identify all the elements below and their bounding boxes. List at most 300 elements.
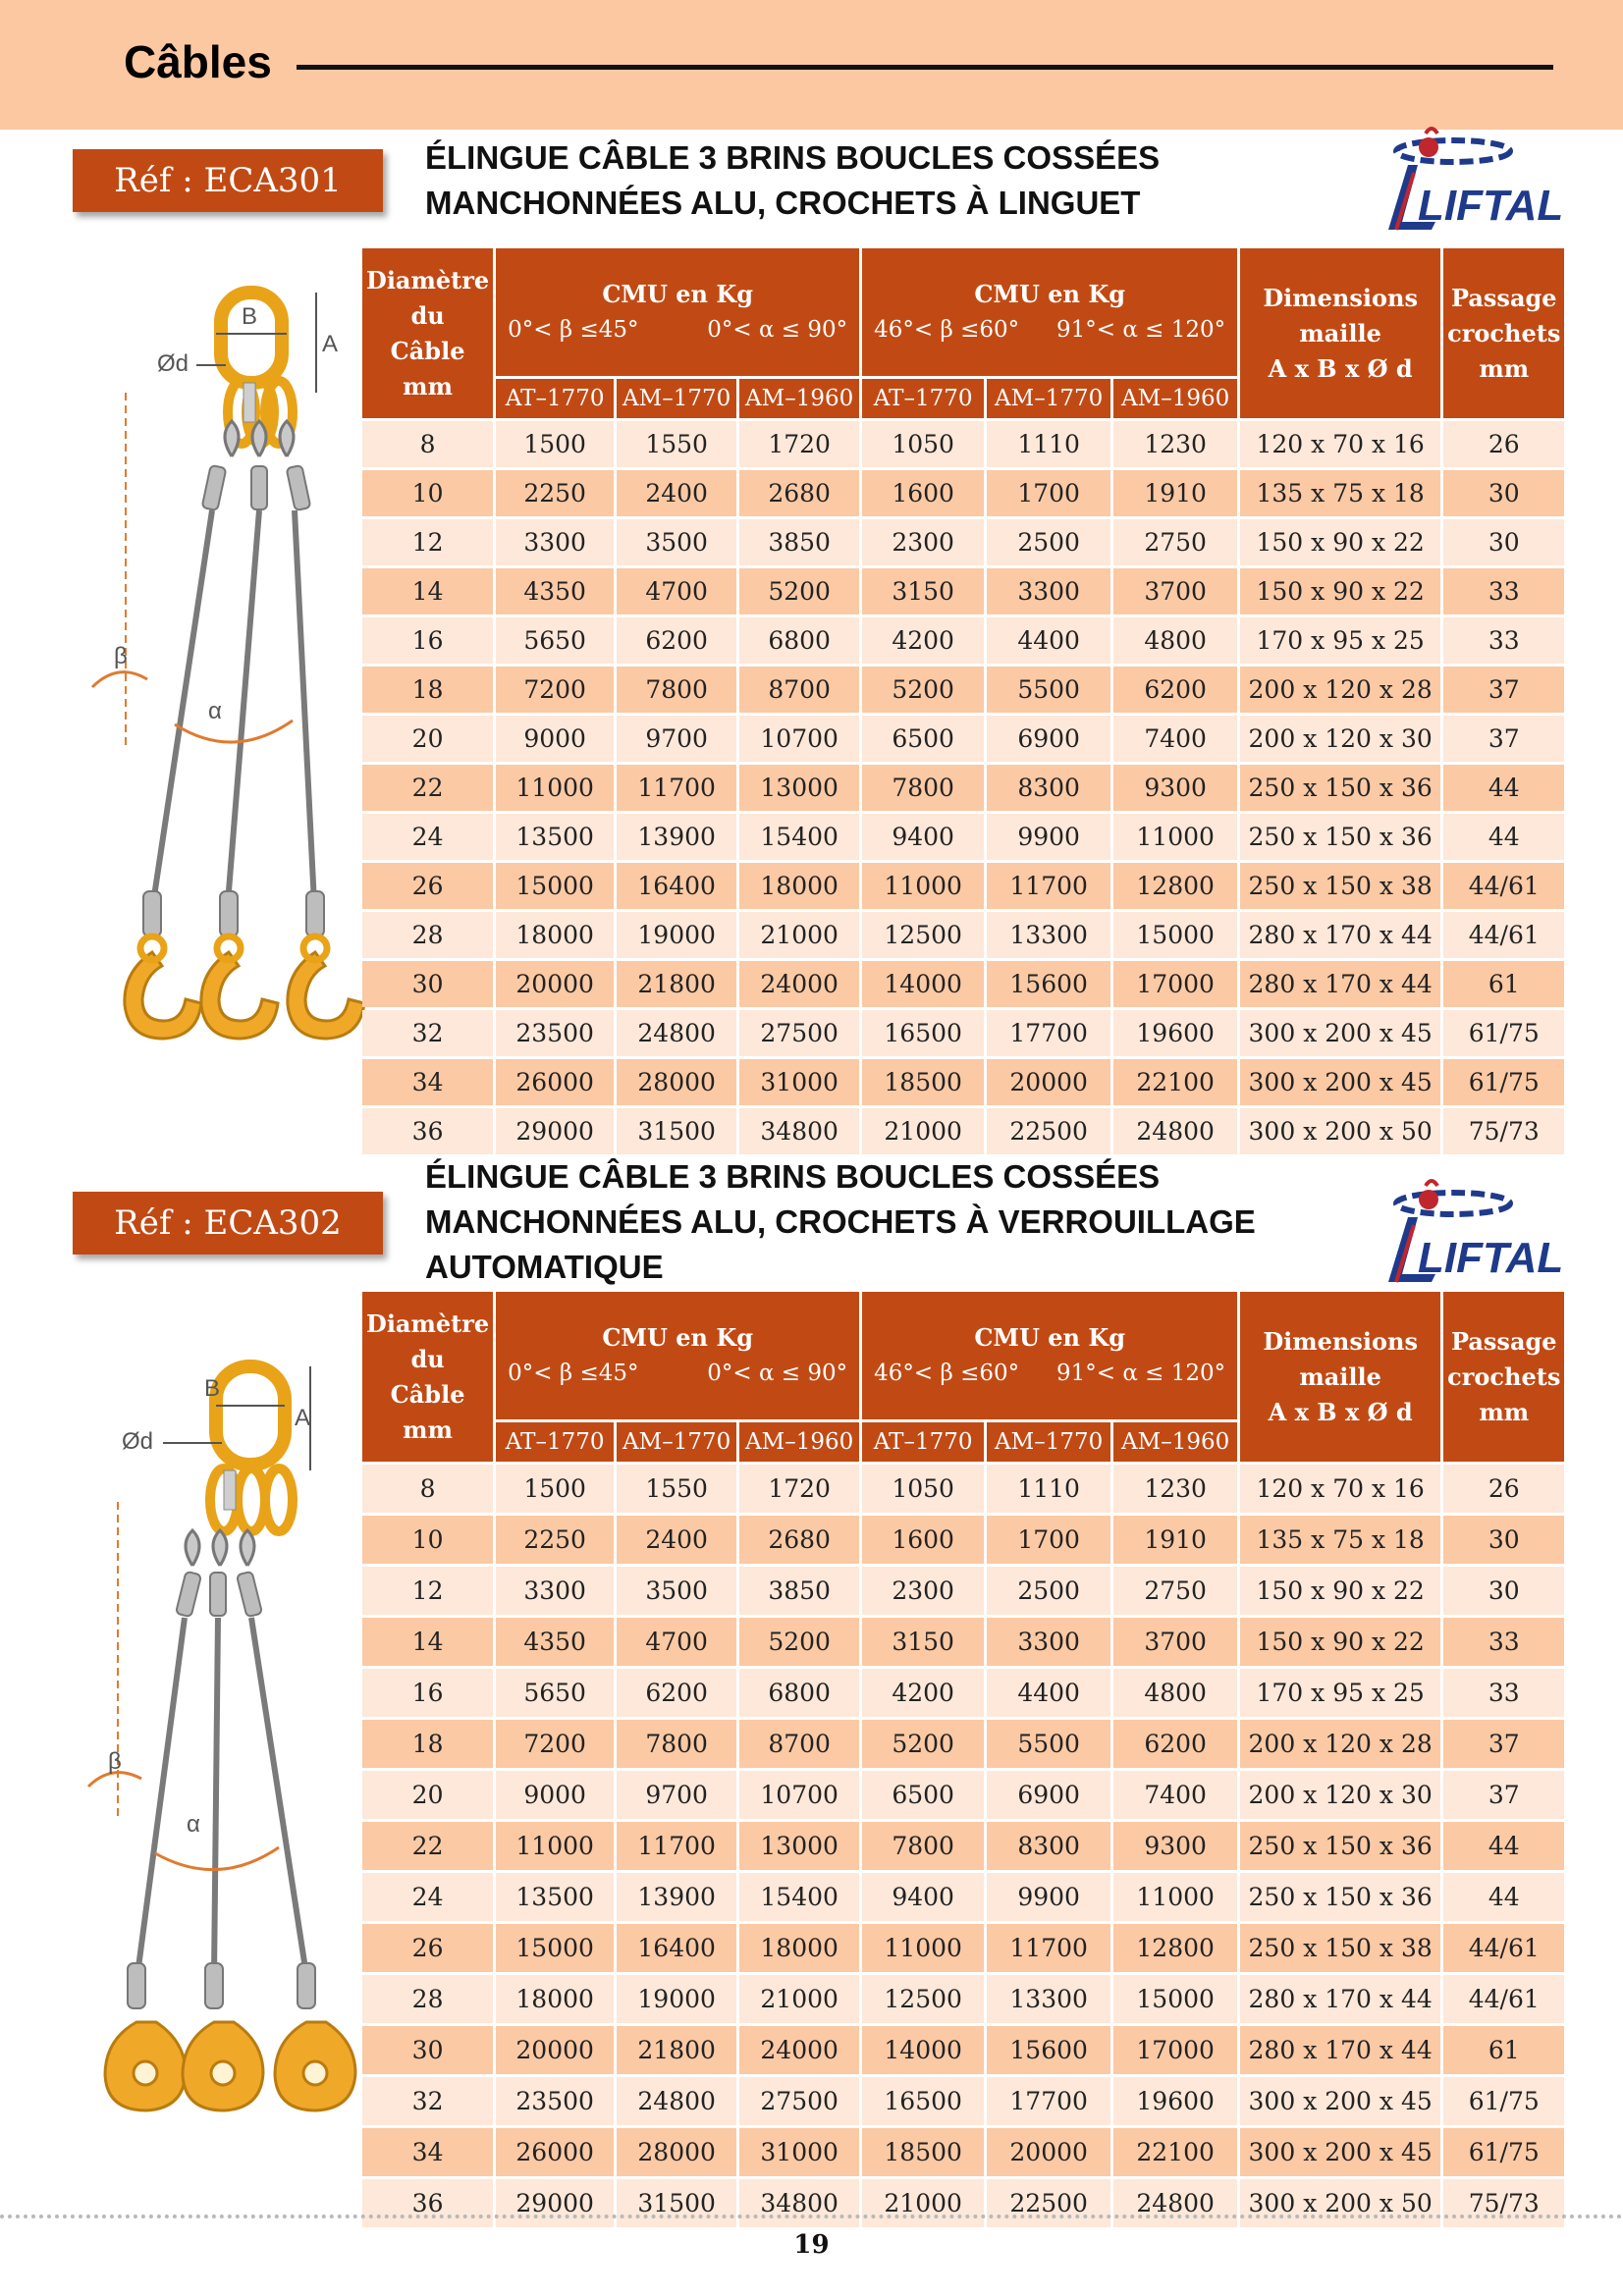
table-cell: 3700 xyxy=(1113,568,1237,614)
table-cell: 24 xyxy=(362,814,493,860)
table-cell: 5500 xyxy=(987,1720,1110,1768)
table-cell: 44 xyxy=(1443,1822,1564,1870)
table-cell: 34800 xyxy=(739,2179,859,2227)
table-row xyxy=(362,617,1564,664)
table-cell: 4400 xyxy=(987,1669,1110,1717)
table-cell: 9900 xyxy=(987,814,1110,860)
table-cell: 27500 xyxy=(739,2077,859,2125)
table-cell: 15600 xyxy=(987,961,1110,1007)
table-cell: 30 xyxy=(1443,470,1564,516)
table-cell: 61/75 xyxy=(1443,2128,1564,2176)
page-number: 19 xyxy=(793,2230,830,2260)
table-cell: 11000 xyxy=(496,1822,614,1870)
table-cell: 44/61 xyxy=(1443,863,1564,909)
table-row xyxy=(362,421,1564,467)
table-cell: 10 xyxy=(362,470,493,516)
table-cell: 9300 xyxy=(1113,1822,1237,1870)
header-text: Câble xyxy=(390,1379,465,1409)
table-cell: 23500 xyxy=(496,2077,614,2125)
range-text: 46°< β ≤60° xyxy=(874,1361,1020,1386)
dim-label-b: B xyxy=(242,303,258,330)
table-cell: 280 x 170 x 44 xyxy=(1240,912,1440,958)
title-line: ÉLINGUE CÂBLE 3 BRINS BOUCLES COSSÉES xyxy=(425,139,1161,176)
table-cell: 16500 xyxy=(862,2077,984,2125)
table-cell: 9000 xyxy=(496,716,614,762)
table-cell: 1230 xyxy=(1113,1465,1237,1513)
table-cell: 1910 xyxy=(1113,470,1237,516)
table-body xyxy=(362,1465,1564,2227)
table-cell: 26 xyxy=(362,863,493,909)
table-cell: 4350 xyxy=(496,568,614,614)
table-cell: 31500 xyxy=(617,2179,736,2227)
table-cell: 300 x 200 x 50 xyxy=(1240,2179,1440,2227)
table-cell: 300 x 200 x 50 xyxy=(1240,1108,1440,1154)
table-row xyxy=(362,1771,1564,1819)
table-cell: 300 x 200 x 45 xyxy=(1240,1010,1440,1056)
table-cell: 22 xyxy=(362,1822,493,1870)
header-diameter xyxy=(362,1292,493,1462)
table-cell: 44/61 xyxy=(1443,1924,1564,1972)
table-cell: 6800 xyxy=(739,1669,859,1717)
table-cell: 24800 xyxy=(617,2077,736,2125)
table-cell: 14000 xyxy=(862,961,984,1007)
table-cell: 9400 xyxy=(862,1873,984,1921)
table-cell: 7800 xyxy=(862,765,984,811)
table-cell: 21000 xyxy=(739,912,859,958)
header-grade: AT–1770 xyxy=(496,379,614,418)
table-row xyxy=(362,568,1564,614)
table-cell: 30 xyxy=(1443,519,1564,565)
logo-text: LIFTAL xyxy=(1418,1234,1564,1282)
header-cmu-group-b xyxy=(862,248,1237,376)
table-cell: 44 xyxy=(1443,814,1564,860)
table-cell: 135 x 75 x 18 xyxy=(1240,1516,1440,1564)
table-cell: 37 xyxy=(1443,1720,1564,1768)
table-cell: 26000 xyxy=(496,1059,614,1105)
table-cell: 30 xyxy=(362,2026,493,2074)
table-cell: 14000 xyxy=(862,2026,984,2074)
table-cell: 12 xyxy=(362,519,493,565)
header-grade: AM–1770 xyxy=(987,1422,1110,1462)
title-line: AUTOMATIQUE xyxy=(425,1249,664,1285)
header-text: mm xyxy=(1479,353,1530,383)
table-cell: 11000 xyxy=(862,863,984,909)
header-text: CMU en Kg xyxy=(974,1323,1125,1352)
table-cell: 2680 xyxy=(739,1516,859,1564)
table-cell: 150 x 90 x 22 xyxy=(1240,1567,1440,1615)
title-line: ÉLINGUE CÂBLE 3 BRINS BOUCLES COSSÉES xyxy=(425,1158,1161,1195)
table-cell: 33 xyxy=(1443,568,1564,614)
table-cell: 61/75 xyxy=(1443,2077,1564,2125)
table-cell: 15400 xyxy=(739,814,859,860)
table-cell: 8300 xyxy=(987,765,1110,811)
table-cell: 6500 xyxy=(862,1771,984,1819)
header-text: mm xyxy=(403,1415,453,1444)
table-cell: 8300 xyxy=(987,1822,1110,1870)
table-cell: 7800 xyxy=(862,1822,984,1870)
table-cell: 12 xyxy=(362,1567,493,1615)
angle-label-beta: β xyxy=(108,1748,122,1775)
footer-rule xyxy=(0,2215,1623,2218)
header-text: CMU en Kg xyxy=(602,280,753,308)
header-grade: AT–1770 xyxy=(496,1422,614,1462)
header-text: CMU en Kg xyxy=(974,280,1125,308)
table-cell: 32 xyxy=(362,1010,493,1056)
table-cell: 3300 xyxy=(496,1567,614,1615)
table-row xyxy=(362,1669,1564,1717)
table-cell: 7800 xyxy=(617,1720,736,1768)
table-cell: 22100 xyxy=(1113,1059,1237,1105)
table-cell: 24000 xyxy=(739,961,859,1007)
table-cell: 44/61 xyxy=(1443,1975,1564,2023)
table-cell: 200 x 120 x 28 xyxy=(1240,1720,1440,1768)
table-cell: 19000 xyxy=(617,912,736,958)
table-cell: 6900 xyxy=(987,1771,1110,1819)
table-cell: 5200 xyxy=(739,1618,859,1666)
range-text: 46°< β ≤60° xyxy=(874,317,1020,343)
table-cell: 23500 xyxy=(496,1010,614,1056)
table-cell: 280 x 170 x 44 xyxy=(1240,1975,1440,2023)
table-cell: 9000 xyxy=(496,1771,614,1819)
header-text: Diamètre xyxy=(366,1308,490,1338)
table-cell: 20 xyxy=(362,716,493,762)
table-cell: 120 x 70 x 16 xyxy=(1240,421,1440,467)
table-cell: 3500 xyxy=(617,1567,736,1615)
table-cell: 15600 xyxy=(987,2026,1110,2074)
table-cell: 250 x 150 x 36 xyxy=(1240,814,1440,860)
header-text: Passage xyxy=(1450,283,1557,312)
table-cell: 2250 xyxy=(496,470,614,516)
table-cell: 34 xyxy=(362,1059,493,1105)
table-cell: 9300 xyxy=(1113,765,1237,811)
table-cell: 16400 xyxy=(617,863,736,909)
table-cell: 32 xyxy=(362,2077,493,2125)
table-cell: 3300 xyxy=(496,519,614,565)
dim-label-b: B xyxy=(204,1375,221,1402)
table-cell: 6800 xyxy=(739,617,859,664)
table-cell: 280 x 170 x 44 xyxy=(1240,2026,1440,2074)
table-cell: 30 xyxy=(1443,1567,1564,1615)
range-text: 91°< α ≤ 120° xyxy=(1055,317,1226,343)
table-cell: 5200 xyxy=(862,1720,984,1768)
table-cell: 300 x 200 x 45 xyxy=(1240,2128,1440,2176)
table-row xyxy=(362,1108,1564,1154)
table-cell: 10700 xyxy=(739,1771,859,1819)
table-cell: 1720 xyxy=(739,421,859,467)
table-row xyxy=(362,1975,1564,2023)
table-cell: 13300 xyxy=(987,1975,1110,2023)
table-cell: 20000 xyxy=(496,961,614,1007)
header-rule xyxy=(297,65,1553,70)
table-cell: 24 xyxy=(362,1873,493,1921)
table-row xyxy=(362,470,1564,516)
table-cell: 31000 xyxy=(739,1059,859,1105)
dim-label-od: Ød xyxy=(122,1428,154,1455)
table-cell: 19000 xyxy=(617,1975,736,2023)
table-row xyxy=(362,1567,1564,1615)
table-cell: 6200 xyxy=(617,1669,736,1717)
table-cell: 36 xyxy=(362,2179,493,2227)
table-cell: 37 xyxy=(1443,716,1564,762)
table-cell: 12500 xyxy=(862,912,984,958)
table-cell: 12800 xyxy=(1113,863,1237,909)
table-cell: 26 xyxy=(1443,421,1564,467)
table-cell: 1110 xyxy=(987,1465,1110,1513)
table-cell: 22500 xyxy=(987,1108,1110,1154)
table-cell: 250 x 150 x 36 xyxy=(1240,765,1440,811)
header-text: Diamètre xyxy=(366,265,490,294)
table-cell: 11000 xyxy=(496,765,614,811)
table-cell: 28000 xyxy=(617,2128,736,2176)
header-text: Dimensions xyxy=(1263,283,1418,312)
ref-badge-eca302: Réf : ECA302 xyxy=(73,1192,383,1255)
table-cell: 9700 xyxy=(617,716,736,762)
header-diameter xyxy=(362,248,493,418)
table-cell: 1110 xyxy=(987,421,1110,467)
header-dimensions xyxy=(1240,1292,1440,1462)
table-cell: 8700 xyxy=(739,667,859,713)
table-row xyxy=(362,912,1564,958)
table-cell: 13000 xyxy=(739,765,859,811)
table-cell: 24800 xyxy=(617,1010,736,1056)
table-cell: 34 xyxy=(362,2128,493,2176)
table-cell: 300 x 200 x 45 xyxy=(1240,1059,1440,1105)
range-text: 0°< β ≤45° xyxy=(508,1361,639,1386)
table-cell: 11000 xyxy=(1113,814,1237,860)
table-cell: 19600 xyxy=(1113,2077,1237,2125)
table-cell: 24800 xyxy=(1113,1108,1237,1154)
table-cell: 4350 xyxy=(496,1618,614,1666)
table-body xyxy=(362,421,1564,1154)
table-cell: 4200 xyxy=(862,1669,984,1717)
header-text: crochets xyxy=(1447,318,1561,347)
table-row xyxy=(362,1873,1564,1921)
table-cell: 21800 xyxy=(617,2026,736,2074)
table-cell: 34800 xyxy=(739,1108,859,1154)
header-text: du xyxy=(410,300,445,330)
table-cell: 5650 xyxy=(496,617,614,664)
header-text: Câble xyxy=(390,336,465,365)
table-cell: 21000 xyxy=(862,2179,984,2227)
table-cell: 9900 xyxy=(987,1873,1110,1921)
table-cell: 29000 xyxy=(496,2179,614,2227)
table-cell: 16 xyxy=(362,617,493,664)
table-row xyxy=(362,716,1564,762)
table-row xyxy=(362,519,1564,565)
dim-label-a: A xyxy=(295,1405,311,1431)
header-text: Dimensions xyxy=(1263,1326,1418,1356)
table-row xyxy=(362,1924,1564,1972)
table-cell: 250 x 150 x 38 xyxy=(1240,1924,1440,1972)
table-cell: 18000 xyxy=(739,863,859,909)
table-cell: 28 xyxy=(362,1975,493,2023)
sling-illustration-linguet xyxy=(59,275,373,1050)
table-row xyxy=(362,2077,1564,2125)
table-cell: 6900 xyxy=(987,716,1110,762)
table-cell: 3850 xyxy=(739,519,859,565)
table-cell: 250 x 150 x 36 xyxy=(1240,1822,1440,1870)
table-cell: 14 xyxy=(362,1618,493,1666)
table-cell: 6200 xyxy=(617,617,736,664)
table-row xyxy=(362,961,1564,1007)
table-cell: 18000 xyxy=(739,1924,859,1972)
table-row xyxy=(362,765,1564,811)
table-cell: 29000 xyxy=(496,1108,614,1154)
header-passage xyxy=(1443,248,1564,418)
table-row xyxy=(362,1720,1564,1768)
table-row xyxy=(362,1822,1564,1870)
table-cell: 6200 xyxy=(1113,667,1237,713)
table-cell: 15000 xyxy=(1113,1975,1237,2023)
table-cell: 200 x 120 x 30 xyxy=(1240,1771,1440,1819)
table-cell: 5650 xyxy=(496,1669,614,1717)
table-cell: 7400 xyxy=(1113,1771,1237,1819)
table-cell: 44 xyxy=(1443,1873,1564,1921)
table-cell: 61 xyxy=(1443,2026,1564,2074)
table-cell: 30 xyxy=(1443,1516,1564,1564)
table-row xyxy=(362,863,1564,909)
table-cell: 1600 xyxy=(862,470,984,516)
table-cell: 150 x 90 x 22 xyxy=(1240,568,1440,614)
spec-table-eca302 xyxy=(359,1289,1567,2230)
table-row xyxy=(362,667,1564,713)
table-cell: 13500 xyxy=(496,1873,614,1921)
table-cell: 13900 xyxy=(617,814,736,860)
table-row xyxy=(362,1010,1564,1056)
table-cell: 36 xyxy=(362,1108,493,1154)
table-cell: 8700 xyxy=(739,1720,859,1768)
table-cell: 21000 xyxy=(739,1975,859,2023)
angle-label-alpha: α xyxy=(187,1811,200,1838)
spec-table-eca301 xyxy=(359,245,1567,1157)
table-cell: 4800 xyxy=(1113,1669,1237,1717)
table-cell: 2300 xyxy=(862,1567,984,1615)
table-cell: 24000 xyxy=(739,2026,859,2074)
header-text: crochets xyxy=(1447,1362,1561,1391)
header-dimensions xyxy=(1240,248,1440,418)
table-cell: 9700 xyxy=(617,1771,736,1819)
table-row xyxy=(362,2179,1564,2227)
header-text: maille xyxy=(1299,1362,1381,1391)
sling-illustration-verrouillage xyxy=(59,1355,373,2120)
table-cell: 4700 xyxy=(617,1618,736,1666)
table-cell: 7400 xyxy=(1113,716,1237,762)
table-cell: 15000 xyxy=(496,863,614,909)
table-cell: 250 x 150 x 38 xyxy=(1240,863,1440,909)
table-cell: 250 x 150 x 36 xyxy=(1240,1873,1440,1921)
table-cell: 26 xyxy=(362,1924,493,1972)
range-text: 91°< α ≤ 120° xyxy=(1055,1361,1226,1386)
table-cell: 1700 xyxy=(987,1516,1110,1564)
angle-label-beta: β xyxy=(114,643,128,669)
header-text: du xyxy=(410,1344,445,1373)
dim-label-od: Ød xyxy=(157,350,189,377)
liftal-logo xyxy=(1375,122,1564,238)
table-cell: 21000 xyxy=(862,1108,984,1154)
table-cell: 3300 xyxy=(987,1618,1110,1666)
table-cell: 22500 xyxy=(987,2179,1110,2227)
table-cell: 18000 xyxy=(496,912,614,958)
header-grade: AM–1770 xyxy=(617,379,736,418)
table-cell: 37 xyxy=(1443,667,1564,713)
table-row xyxy=(362,1618,1564,1666)
table-cell: 3500 xyxy=(617,519,736,565)
table-cell: 19600 xyxy=(1113,1010,1237,1056)
table-cell: 120 x 70 x 16 xyxy=(1240,1465,1440,1513)
table-cell: 11700 xyxy=(987,1924,1110,1972)
header-cmu-group-a xyxy=(496,1292,859,1419)
table-cell: 4700 xyxy=(617,568,736,614)
range-text: 0°< α ≤ 90° xyxy=(707,1361,848,1386)
table-cell: 21800 xyxy=(617,961,736,1007)
table-cell: 18500 xyxy=(862,1059,984,1105)
range-text: 0°< β ≤45° xyxy=(508,317,639,343)
table-cell: 6500 xyxy=(862,716,984,762)
table-cell: 1600 xyxy=(862,1516,984,1564)
table-cell: 2680 xyxy=(739,470,859,516)
header-grade: AM–1960 xyxy=(1113,379,1237,418)
table-cell: 30 xyxy=(362,961,493,1007)
table-cell: 16400 xyxy=(617,1924,736,1972)
table-cell: 200 x 120 x 28 xyxy=(1240,667,1440,713)
table-cell: 44/61 xyxy=(1443,912,1564,958)
table-cell: 17700 xyxy=(987,2077,1110,2125)
table-cell: 16500 xyxy=(862,1010,984,1056)
table-cell: 2250 xyxy=(496,1516,614,1564)
table-cell: 2750 xyxy=(1113,1567,1237,1615)
table-cell: 1500 xyxy=(496,1465,614,1513)
table-cell: 24800 xyxy=(1113,2179,1237,2227)
table-cell: 17700 xyxy=(987,1010,1110,1056)
table-cell: 28000 xyxy=(617,1059,736,1105)
table-cell: 5500 xyxy=(987,667,1110,713)
table-cell: 7800 xyxy=(617,667,736,713)
table-cell: 2500 xyxy=(987,519,1110,565)
table-cell: 8 xyxy=(362,1465,493,1513)
table-cell: 200 x 120 x 30 xyxy=(1240,716,1440,762)
table-cell: 2750 xyxy=(1113,519,1237,565)
table-cell: 20000 xyxy=(496,2026,614,2074)
table-cell: 44 xyxy=(1443,765,1564,811)
angle-label-alpha: α xyxy=(208,698,222,724)
table-cell: 13000 xyxy=(739,1822,859,1870)
table-row xyxy=(362,2128,1564,2176)
table-cell: 17000 xyxy=(1113,961,1237,1007)
table-cell: 2400 xyxy=(617,470,736,516)
table-cell: 3700 xyxy=(1113,1618,1237,1666)
table-cell: 18500 xyxy=(862,2128,984,2176)
table-cell: 4400 xyxy=(987,617,1110,664)
table-cell: 7200 xyxy=(496,1720,614,1768)
table-cell: 1550 xyxy=(617,1465,736,1513)
table-cell: 8 xyxy=(362,421,493,467)
table-cell: 170 x 95 x 25 xyxy=(1240,1669,1440,1717)
table-cell: 33 xyxy=(1443,1618,1564,1666)
table-cell: 1050 xyxy=(862,421,984,467)
table-cell: 300 x 200 x 45 xyxy=(1240,2077,1440,2125)
table-cell: 11000 xyxy=(862,1924,984,1972)
table-cell: 10 xyxy=(362,1516,493,1564)
table-cell: 22100 xyxy=(1113,2128,1237,2176)
product-title-eca301 xyxy=(425,135,1160,226)
table-cell: 13500 xyxy=(496,814,614,860)
table-cell: 11700 xyxy=(617,1822,736,1870)
table-cell: 12500 xyxy=(862,1975,984,2023)
table-cell: 61 xyxy=(1443,961,1564,1007)
table-cell: 13900 xyxy=(617,1873,736,1921)
table-cell: 18000 xyxy=(496,1975,614,2023)
table-cell: 11000 xyxy=(1113,1873,1237,1921)
